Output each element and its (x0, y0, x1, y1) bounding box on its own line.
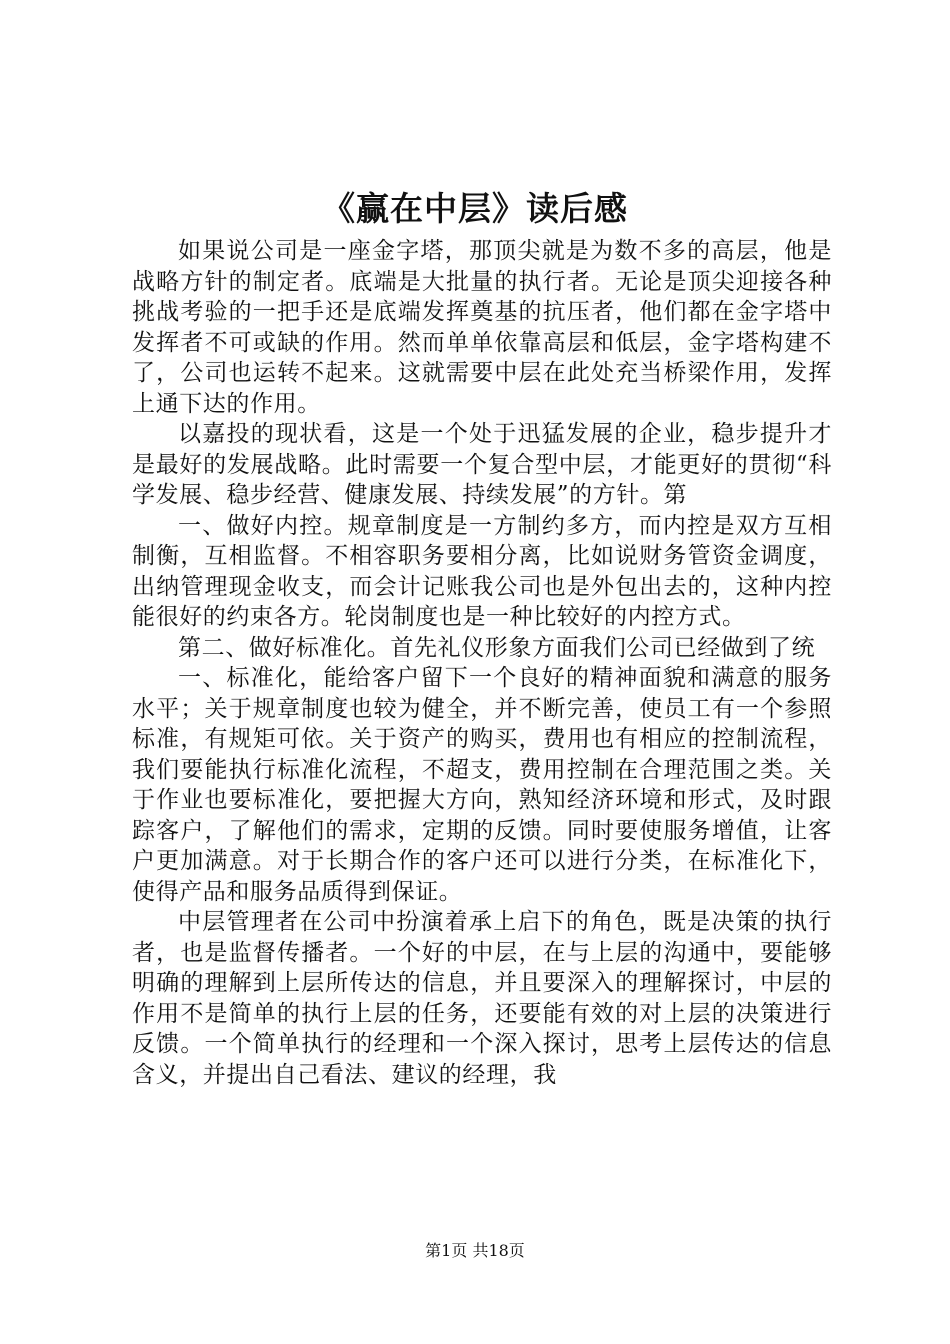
paragraph-6: 中层管理者在公司中扮演着承上启下的角色，既是决策的执行者，也是监督传播者。一个好的中层，在与上层的沟通中，要能够明确的理解到上层所传达的信息，并且要深入的理解探讨，中层的作用不是简单的执行上层的任务，还要能有效的对上层的决策进行反馈。一个简单执行的经理和一个深入探讨，思考上层传达的信息含义，并提出自己看法、建议的经理，我 (132, 909, 832, 1088)
paragraph-2: 以嘉投的现状看，这是一个处于迅猛发展的企业，稳步提升才是最好的发展战略。此时需要一个复合型中层，才能更好的贯彻“科学发展、稳步经营、健康发展、持续发展”的方针。第 (132, 421, 832, 508)
page-number-footer: 第1页 共18页 (425, 1241, 525, 1260)
document-title: 《赢在中层》读后感 (322, 189, 628, 228)
paragraph-1: 如果说公司是一座金字塔，那顶尖就是为数不多的高层，他是战略方针的制定者。底端是大批量的执行者。无论是顶尖迎接各种挑战考验的一把手还是底端发挥奠基的抗压者，他们都在金字塔中发挥者不可或缺的作用。然而单单依靠高层和低层，金字塔构建不了，公司也运转不起来。这就需要中层在此处充当桥梁作用，发挥上通下达的作用。 (132, 238, 832, 417)
document-body (132, 236, 832, 1090)
paragraph-3: 一、做好内控。规章制度是一方制约多方，而内控是双方互相制衡，互相监督。不相容职务要相分离，比如说财务管资金调度，出纳管理现金收支，而会计记账我公司也是外包出去的，这种内控能很好的约束各方。轮岗制度也是一种比较好的内控方式。 (132, 512, 832, 630)
paragraph-4: 第二、做好标准化。首先礼仪形象方面我们公司已经做到了统 (178, 634, 816, 661)
paragraph-5: 一、标准化，能给客户留下一个良好的精神面貌和满意的服务水平；关于规章制度也较为健全，并不断完善，使员工有一个参照标准，有规矩可依。关于资产的购买，费用也有相应的控制流程，我们要能执行标准化流程，不超支，费用控制在合理范围之类。关于作业也要标准化，要把握大方向，熟知经济环境和形式，及时跟踪客户，了解他们的需求，定期的反馈。同时要使服务增值，让客户更加满意。对于长期合作的客户还可以进行分类，在标准化下，使得产品和服务品质得到保证。 (132, 665, 832, 905)
